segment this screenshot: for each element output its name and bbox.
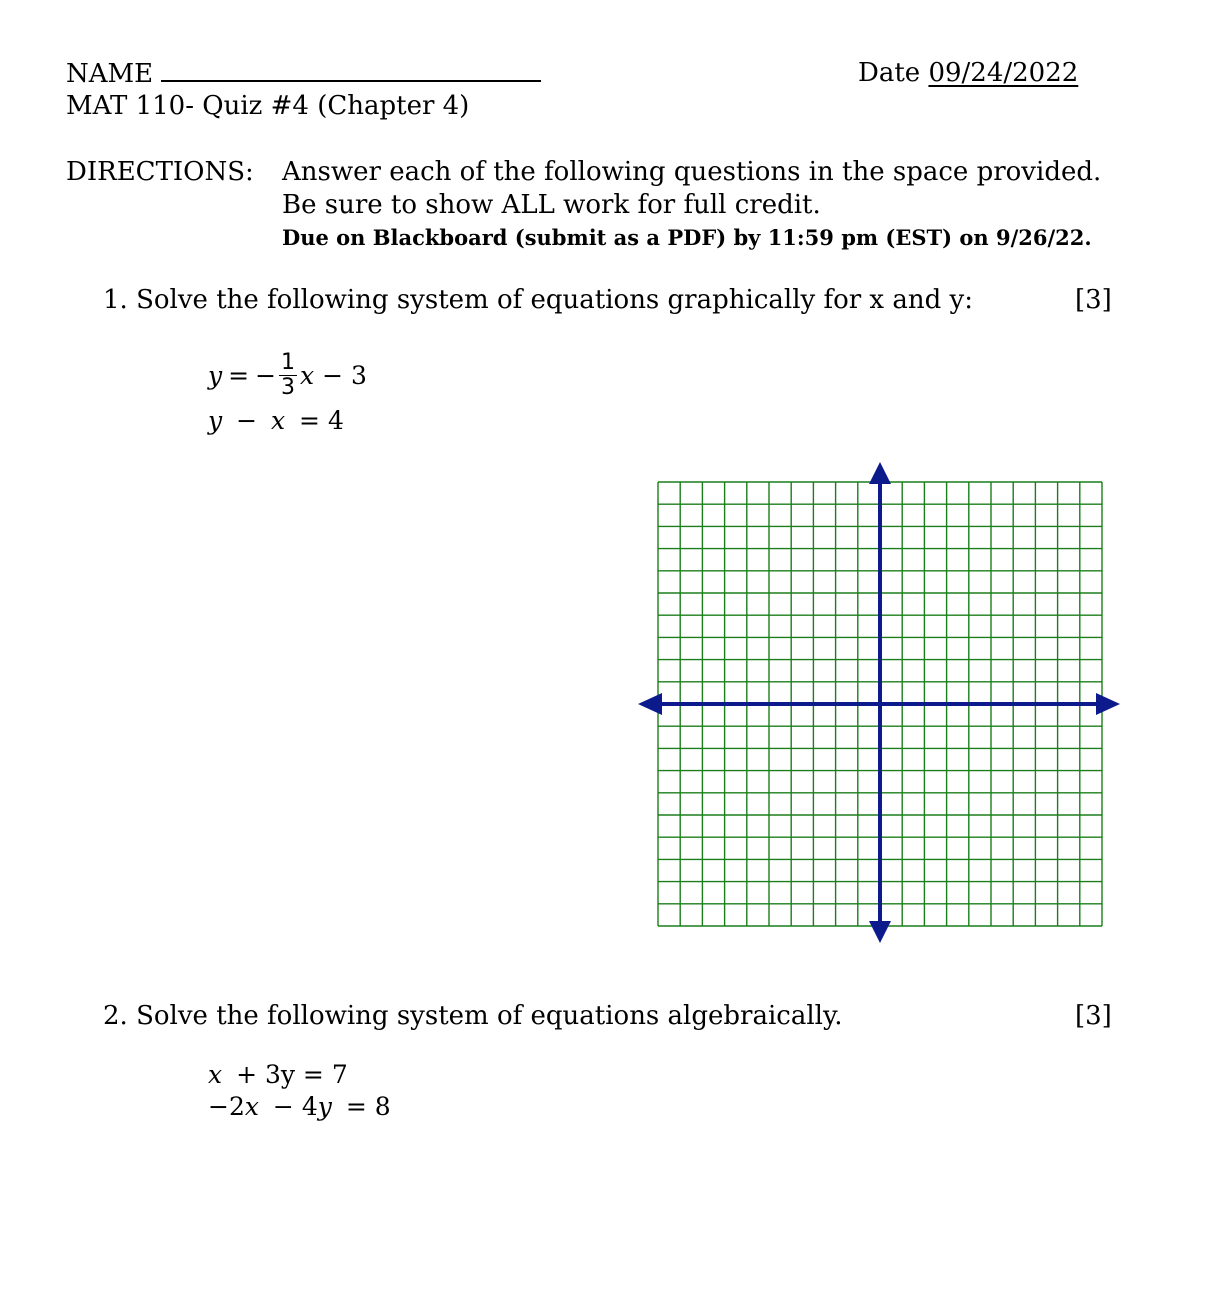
date-field [858,58,1078,88]
date-label: Date [858,58,921,88]
question-1 [103,285,973,315]
fraction-denominator: 3 [281,374,296,400]
directions-line-1: Answer each of the following questions in the space provided. [282,157,1102,187]
directions-label: DIRECTIONS: [66,157,254,187]
question-1-equation-1 [208,340,367,410]
question-2-points: [3] [1075,1001,1112,1031]
eq-var-x: x [300,360,315,390]
question-1-text: Solve the following system of equations graphically for x and y: [136,285,973,315]
question-1-points: [3] [1075,285,1112,315]
eq-neg-sign: − [255,360,277,390]
q2-eq2-coef-b: − 4 [272,1092,318,1121]
eq2-var-x: x [270,406,286,435]
question-2 [103,1001,842,1031]
eq-var-y: y [208,360,223,390]
due-date-line: Due on Blackboard (submit as a PDF) by 11:59 pm (EST) on 9/26/22. [282,225,1092,250]
question-2-text: Solve the following system of equations algebraically. [136,1001,843,1031]
question-2-equation-1 [208,1060,348,1089]
course-title: MAT 110- Quiz #4 (Chapter 4) [66,91,470,121]
fraction-one-third [279,351,297,398]
q2-eq2-rhs: = 8 [345,1092,391,1121]
q2-eq2-var-x: x [244,1092,259,1121]
coordinate-grid[interactable] [636,460,1126,945]
q2-eq2-coef-a: −2 [208,1092,245,1121]
q2-eq1-rest: + 3y = 7 [236,1060,348,1089]
question-1-equation-2 [208,406,344,435]
eq-equals: = [228,360,250,390]
q2-eq2-var-y: y [317,1092,332,1121]
question-2-number: 2. [103,1001,128,1031]
axes [638,462,1120,943]
question-2-equation-2 [208,1092,391,1121]
eq2-minus: − [236,406,258,435]
y-axis-down-arrow-icon [869,921,891,943]
eq-constant: − 3 [322,360,367,390]
directions-line-2: Be sure to show ALL work for full credit. [282,190,821,220]
fraction-numerator: 1 [281,350,296,376]
y-axis-up-arrow-icon [869,462,891,484]
question-1-number: 1. [103,285,128,315]
eq2-var-y: y [208,406,223,435]
x-axis-right-arrow-icon [1096,693,1120,715]
name-field [66,58,541,89]
x-axis-left-arrow-icon [638,693,662,715]
date-value: 09/24/2022 [928,58,1079,88]
eq2-rhs: = 4 [299,406,344,435]
name-blank[interactable] [161,58,541,82]
q2-eq1-var-x: x [208,1060,223,1089]
name-label: NAME [66,59,154,89]
